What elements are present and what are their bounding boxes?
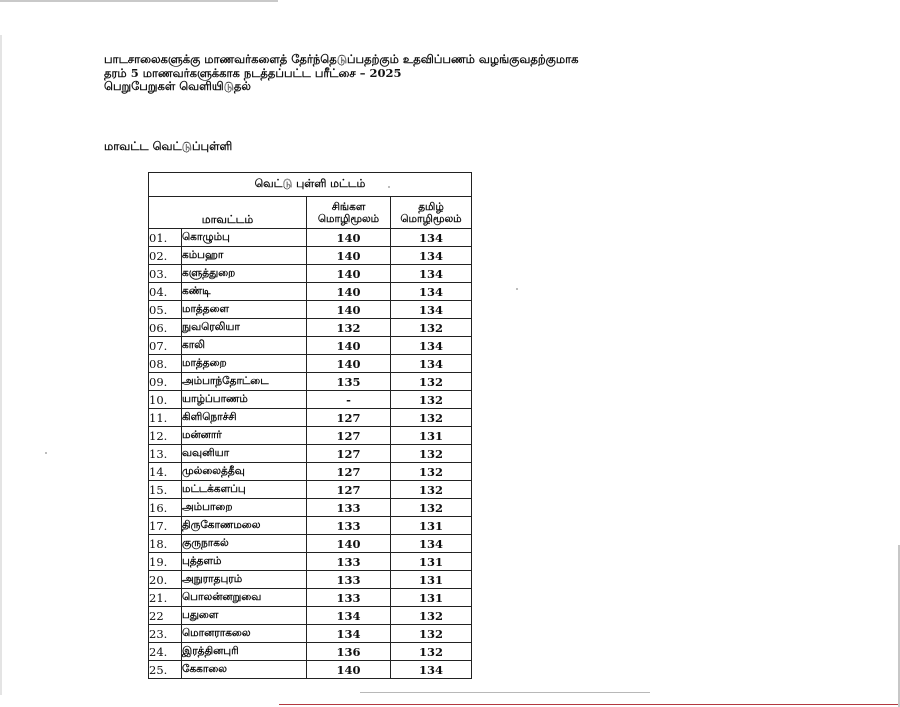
row-number: 02. [149,247,182,265]
left-page-edge [0,35,2,695]
row-number: 25. [149,661,182,679]
table-row [149,355,472,373]
header-tamil-line-2: மொழிமூலம் [400,212,462,225]
sinhala-medium-cutoff: 133 [307,589,391,607]
district-name: அம்பாறை [182,499,307,517]
tamil-medium-cutoff: 134 [391,301,472,319]
row-number: 01. [149,229,182,247]
district-name: திருகோணமலை [182,517,307,535]
sinhala-medium-cutoff: 140 [307,661,391,679]
table-row [149,301,472,319]
row-number: 23. [149,625,182,643]
row-number: 13. [149,445,182,463]
sinhala-medium-cutoff: 134 [307,607,391,625]
row-number: 09. [149,373,182,391]
tamil-medium-cutoff: 134 [391,535,472,553]
scan-artifact-line [360,692,650,693]
district-name: குருநாகல் [182,535,307,553]
row-number: 22 [149,607,182,625]
district-name: யாழ்ப்பாணம் [182,391,307,409]
district-name: நுவரெலியா [182,319,307,337]
row-number: 17. [149,517,182,535]
row-number: 14. [149,463,182,481]
tamil-medium-cutoff: 132 [391,445,472,463]
tamil-medium-cutoff: 132 [391,625,472,643]
table-row [149,499,472,517]
sinhala-medium-cutoff: 133 [307,517,391,535]
sinhala-medium-cutoff: 127 [307,463,391,481]
tamil-medium-cutoff: 132 [391,373,472,391]
tamil-medium-cutoff: 134 [391,265,472,283]
sinhala-medium-cutoff: 140 [307,247,391,265]
table-row [149,247,472,265]
heading-line-1: பாடசாலைகளுக்கு மாணவர்களைத் தேர்ந்தெடுப்பதற்கும் உதவிப்பணம் வழங்குவதற்குமாக [104,52,579,66]
sinhala-medium-cutoff: 133 [307,499,391,517]
district-name: அநுராதபுரம் [182,571,307,589]
tamil-medium-cutoff: 132 [391,607,472,625]
district-name: மாத்தறை [182,355,307,373]
sinhala-medium-cutoff: 127 [307,481,391,499]
header-sinhala-line-2: மொழிமூலம் [317,212,380,225]
tamil-medium-cutoff: 131 [391,553,472,571]
district-name: மொனராகலை [182,625,307,643]
row-number: 24. [149,643,182,661]
district-name: கேகாலை [182,661,307,679]
tamil-medium-cutoff: 132 [391,463,472,481]
district-name: முல்லைத்தீவு [182,463,307,481]
row-number: 05. [149,301,182,319]
district-name: மாத்தளை [182,301,307,319]
row-number: 10. [149,391,182,409]
header-sinhala-medium [307,197,391,229]
scan-speck [516,288,518,290]
row-number: 15. [149,481,182,499]
heading-line-2: தரம் 5 மாணவர்களுக்காக நடத்தப்பட்ட பரீட்சை – 2025 [104,65,402,80]
header-tamil-line-1: தமிழ் [418,200,444,213]
tamil-medium-cutoff: 132 [391,481,472,499]
document-heading [104,53,578,94]
sinhala-medium-cutoff: 136 [307,643,391,661]
header-tamil-medium [391,197,472,229]
district-name: பொலன்னறுவை [182,589,307,607]
table-row [149,607,472,625]
tamil-medium-cutoff: 132 [391,409,472,427]
cutoff-table [148,172,472,679]
sinhala-medium-cutoff: 127 [307,427,391,445]
tamil-medium-cutoff: 132 [391,643,472,661]
district-name: அம்பாந்தோட்டை [182,373,307,391]
table-row [149,625,472,643]
row-number: 03. [149,265,182,283]
row-number: 04. [149,283,182,301]
table-row [149,427,472,445]
row-number: 21. [149,589,182,607]
district-name: கிளிநொச்சி [182,409,307,427]
table-row [149,373,472,391]
row-number: 12. [149,427,182,445]
tamil-medium-cutoff: 131 [391,571,472,589]
sinhala-medium-cutoff: 140 [307,265,391,283]
district-name: கம்பஹா [182,247,307,265]
table-row [149,571,472,589]
sinhala-medium-cutoff: 133 [307,553,391,571]
table-row [149,535,472,553]
tamil-medium-cutoff: 134 [391,247,472,265]
table-row [149,481,472,499]
district-name: வவுனியா [182,445,307,463]
district-name: மன்னார் [182,427,307,445]
row-number: 18. [149,535,182,553]
row-number: 20. [149,571,182,589]
table-row [149,319,472,337]
header-sinhala-line-1: சிங்கள [331,200,366,213]
table-row [149,445,472,463]
district-name: களுத்துறை [182,265,307,283]
tamil-medium-cutoff: 131 [391,517,472,535]
table-row [149,463,472,481]
table-row [149,661,472,679]
tamil-medium-cutoff: 134 [391,229,472,247]
table-row [149,391,472,409]
sinhala-medium-cutoff: 132 [307,319,391,337]
row-number: 19. [149,553,182,571]
sinhala-medium-cutoff: 134 [307,625,391,643]
row-number: 11. [149,409,182,427]
bottom-accent-line [279,704,900,705]
table-row [149,283,472,301]
row-number: 07. [149,337,182,355]
tamil-medium-cutoff: 132 [391,319,472,337]
tamil-medium-cutoff: 132 [391,391,472,409]
table-row [149,337,472,355]
row-number: 06. [149,319,182,337]
district-name: மட்டக்களப்பு [182,481,307,499]
table-row [149,229,472,247]
tamil-medium-cutoff: 132 [391,499,472,517]
tamil-medium-cutoff: 134 [391,283,472,301]
table-row [149,265,472,283]
sinhala-medium-cutoff: 140 [307,337,391,355]
district-name: காலி [182,337,307,355]
header-district: மாவட்டம் [149,197,307,229]
tamil-medium-cutoff: 134 [391,661,472,679]
table-row [149,409,472,427]
sinhala-medium-cutoff: 140 [307,301,391,319]
sinhala-medium-cutoff: 140 [307,229,391,247]
district-name: புத்தளம் [182,553,307,571]
sinhala-medium-cutoff: 135 [307,373,391,391]
sinhala-medium-cutoff: - [307,391,391,409]
sinhala-medium-cutoff: 133 [307,571,391,589]
tamil-medium-cutoff: 134 [391,355,472,373]
sinhala-medium-cutoff: 140 [307,283,391,301]
heading-line-3: பெறுபேறுகள் வெளியிடுதல் [104,79,251,93]
section-label: மாவட்ட வெட்டுப்புள்ளி [104,139,233,153]
district-name: கொழும்பு [182,229,307,247]
table-row [149,553,472,571]
district-name: இரத்தினபுரி [182,643,307,661]
top-edge-line [0,0,278,2]
sinhala-medium-cutoff: 140 [307,535,391,553]
sinhala-medium-cutoff: 127 [307,409,391,427]
row-number: 16. [149,499,182,517]
district-name: பதுளை [182,607,307,625]
tamil-medium-cutoff: 131 [391,427,472,445]
tamil-medium-cutoff: 131 [391,589,472,607]
row-number: 08. [149,355,182,373]
table-row [149,643,472,661]
table-row [149,517,472,535]
scan-speck [45,452,47,454]
table-row [149,589,472,607]
table-title: வெட்டு புள்ளி மட்டம் [149,173,472,197]
sinhala-medium-cutoff: 127 [307,445,391,463]
tamil-medium-cutoff: 134 [391,337,472,355]
sinhala-medium-cutoff: 140 [307,355,391,373]
district-name: கண்டி [182,283,307,301]
